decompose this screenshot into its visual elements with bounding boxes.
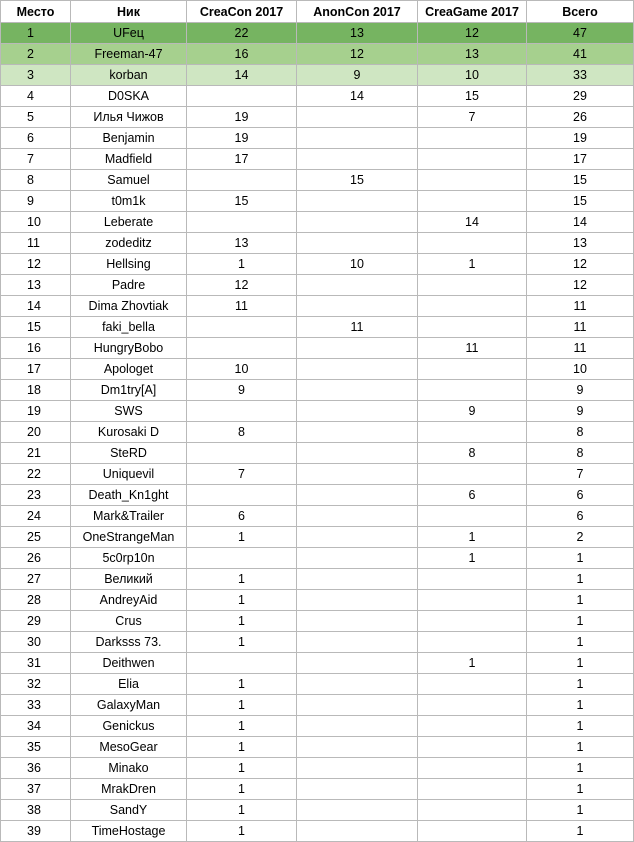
cell-anoncon: [297, 191, 418, 212]
table-row: [1, 422, 634, 443]
cell-nick: Великий: [71, 569, 187, 590]
cell-anoncon: 14: [297, 86, 418, 107]
cell-creagame: [418, 779, 527, 800]
cell-creacon: [187, 338, 297, 359]
header-creagame-2017: CreaGame 2017: [418, 1, 527, 23]
cell-total: 41: [527, 44, 634, 65]
cell-total: 15: [527, 191, 634, 212]
table-row: [1, 758, 634, 779]
cell-total: 11: [527, 317, 634, 338]
table-row: [1, 23, 634, 44]
cell-place: 18: [1, 380, 71, 401]
cell-anoncon: 10: [297, 254, 418, 275]
cell-nick: Padre: [71, 275, 187, 296]
cell-creacon: 1: [187, 800, 297, 821]
cell-nick: Samuel: [71, 170, 187, 191]
cell-total: 6: [527, 506, 634, 527]
cell-creacon: 1: [187, 737, 297, 758]
cell-creagame: [418, 317, 527, 338]
cell-creacon: 17: [187, 149, 297, 170]
cell-creacon: 1: [187, 569, 297, 590]
header-nick: Ник: [71, 1, 187, 23]
cell-anoncon: [297, 149, 418, 170]
cell-place: 28: [1, 590, 71, 611]
cell-anoncon: [297, 443, 418, 464]
cell-total: 47: [527, 23, 634, 44]
header-row: [1, 1, 634, 23]
cell-total: 6: [527, 485, 634, 506]
cell-place: 5: [1, 107, 71, 128]
cell-place: 38: [1, 800, 71, 821]
cell-nick: Genickus: [71, 716, 187, 737]
cell-nick: AndreyAid: [71, 590, 187, 611]
cell-creagame: [418, 737, 527, 758]
table-row: [1, 611, 634, 632]
cell-nick: Apologet: [71, 359, 187, 380]
cell-nick: SteRD: [71, 443, 187, 464]
cell-creacon: 8: [187, 422, 297, 443]
cell-total: 1: [527, 695, 634, 716]
table-row: [1, 800, 634, 821]
cell-place: 7: [1, 149, 71, 170]
cell-creacon: 12: [187, 275, 297, 296]
cell-creagame: 10: [418, 65, 527, 86]
cell-place: 9: [1, 191, 71, 212]
cell-anoncon: [297, 422, 418, 443]
table-row: [1, 128, 634, 149]
cell-total: 1: [527, 821, 634, 842]
cell-total: 1: [527, 674, 634, 695]
table-row: [1, 443, 634, 464]
cell-total: 1: [527, 779, 634, 800]
cell-creacon: 19: [187, 107, 297, 128]
cell-anoncon: [297, 800, 418, 821]
cell-anoncon: [297, 695, 418, 716]
cell-total: 12: [527, 254, 634, 275]
cell-total: 2: [527, 527, 634, 548]
cell-anoncon: [297, 296, 418, 317]
cell-creagame: [418, 611, 527, 632]
cell-creacon: [187, 548, 297, 569]
cell-anoncon: [297, 569, 418, 590]
cell-total: 1: [527, 632, 634, 653]
table-row: [1, 296, 634, 317]
cell-total: 11: [527, 338, 634, 359]
cell-total: 14: [527, 212, 634, 233]
table-row: [1, 254, 634, 275]
cell-nick: Freeman-47: [71, 44, 187, 65]
cell-nick: 5c0rp10n: [71, 548, 187, 569]
cell-place: 23: [1, 485, 71, 506]
cell-place: 36: [1, 758, 71, 779]
cell-creacon: 13: [187, 233, 297, 254]
cell-nick: Dima Zhovtiak: [71, 296, 187, 317]
cell-creagame: 13: [418, 44, 527, 65]
cell-total: 15: [527, 170, 634, 191]
cell-place: 37: [1, 779, 71, 800]
cell-creagame: 1: [418, 653, 527, 674]
cell-place: 1: [1, 23, 71, 44]
cell-total: 1: [527, 611, 634, 632]
cell-place: 24: [1, 506, 71, 527]
cell-total: 1: [527, 758, 634, 779]
cell-anoncon: [297, 590, 418, 611]
cell-creacon: 22: [187, 23, 297, 44]
cell-anoncon: [297, 674, 418, 695]
cell-anoncon: 12: [297, 44, 418, 65]
table-row: [1, 737, 634, 758]
cell-nick: Benjamin: [71, 128, 187, 149]
table-row: [1, 506, 634, 527]
cell-creagame: 11: [418, 338, 527, 359]
cell-anoncon: [297, 653, 418, 674]
cell-nick: OneStrangeMan: [71, 527, 187, 548]
cell-total: 1: [527, 569, 634, 590]
cell-place: 6: [1, 128, 71, 149]
cell-total: 1: [527, 716, 634, 737]
cell-creagame: [418, 380, 527, 401]
cell-place: 10: [1, 212, 71, 233]
cell-creagame: 8: [418, 443, 527, 464]
cell-creagame: [418, 233, 527, 254]
cell-creagame: [418, 674, 527, 695]
cell-place: 19: [1, 401, 71, 422]
cell-total: 13: [527, 233, 634, 254]
cell-nick: Minako: [71, 758, 187, 779]
cell-creagame: [418, 506, 527, 527]
cell-creacon: 1: [187, 716, 297, 737]
table-row: [1, 191, 634, 212]
cell-place: 17: [1, 359, 71, 380]
header-creacon-2017: CreaCon 2017: [187, 1, 297, 23]
cell-anoncon: [297, 821, 418, 842]
cell-nick: SWS: [71, 401, 187, 422]
cell-creacon: [187, 443, 297, 464]
cell-total: 19: [527, 128, 634, 149]
cell-anoncon: [297, 485, 418, 506]
cell-total: 17: [527, 149, 634, 170]
cell-nick: Crus: [71, 611, 187, 632]
cell-creagame: [418, 464, 527, 485]
cell-creacon: 6: [187, 506, 297, 527]
table-row: [1, 695, 634, 716]
cell-place: 11: [1, 233, 71, 254]
cell-anoncon: 9: [297, 65, 418, 86]
table-row: [1, 317, 634, 338]
cell-creacon: [187, 212, 297, 233]
cell-creagame: 7: [418, 107, 527, 128]
cell-nick: Hellsing: [71, 254, 187, 275]
cell-anoncon: [297, 401, 418, 422]
cell-nick: Uniquevil: [71, 464, 187, 485]
cell-creagame: 15: [418, 86, 527, 107]
cell-creagame: [418, 800, 527, 821]
cell-place: 25: [1, 527, 71, 548]
cell-place: 34: [1, 716, 71, 737]
table-row: [1, 674, 634, 695]
cell-creacon: 1: [187, 254, 297, 275]
table-row: [1, 716, 634, 737]
cell-nick: t0m1k: [71, 191, 187, 212]
cell-place: 22: [1, 464, 71, 485]
cell-creacon: [187, 653, 297, 674]
cell-creagame: 1: [418, 527, 527, 548]
cell-nick: Madfield: [71, 149, 187, 170]
cell-anoncon: [297, 611, 418, 632]
table-row: [1, 170, 634, 191]
cell-anoncon: [297, 527, 418, 548]
cell-nick: Death_Kn1ght: [71, 485, 187, 506]
cell-place: 26: [1, 548, 71, 569]
cell-nick: korban: [71, 65, 187, 86]
cell-place: 13: [1, 275, 71, 296]
cell-nick: Kurosaki D: [71, 422, 187, 443]
cell-total: 10: [527, 359, 634, 380]
cell-creagame: [418, 695, 527, 716]
cell-creagame: [418, 359, 527, 380]
table-row: [1, 275, 634, 296]
cell-total: 8: [527, 422, 634, 443]
cell-anoncon: [297, 275, 418, 296]
cell-creacon: 7: [187, 464, 297, 485]
cell-creagame: 1: [418, 254, 527, 275]
table-body: [1, 23, 634, 842]
cell-anoncon: 13: [297, 23, 418, 44]
cell-anoncon: [297, 716, 418, 737]
cell-creacon: [187, 86, 297, 107]
cell-anoncon: [297, 233, 418, 254]
cell-creagame: [418, 821, 527, 842]
cell-nick: faki_bella: [71, 317, 187, 338]
cell-nick: SandY: [71, 800, 187, 821]
cell-creacon: 1: [187, 821, 297, 842]
cell-nick: Mark&Trailer: [71, 506, 187, 527]
table-row: [1, 569, 634, 590]
cell-nick: D0SKA: [71, 86, 187, 107]
cell-creagame: [418, 569, 527, 590]
cell-anoncon: [297, 737, 418, 758]
cell-creagame: 14: [418, 212, 527, 233]
cell-total: 12: [527, 275, 634, 296]
table-row: [1, 653, 634, 674]
cell-nick: Илья Чижов: [71, 107, 187, 128]
cell-nick: GalaxyMan: [71, 695, 187, 716]
cell-creacon: 10: [187, 359, 297, 380]
cell-nick: Deithwen: [71, 653, 187, 674]
cell-creacon: 1: [187, 611, 297, 632]
cell-nick: Darksss 73.: [71, 632, 187, 653]
table-row: [1, 464, 634, 485]
cell-total: 26: [527, 107, 634, 128]
cell-anoncon: 15: [297, 170, 418, 191]
cell-creacon: 1: [187, 590, 297, 611]
cell-creacon: 1: [187, 527, 297, 548]
cell-creagame: [418, 149, 527, 170]
cell-creagame: 6: [418, 485, 527, 506]
cell-place: 2: [1, 44, 71, 65]
table-row: [1, 779, 634, 800]
cell-anoncon: 11: [297, 317, 418, 338]
cell-nick: Dm1try[A]: [71, 380, 187, 401]
table-row: [1, 485, 634, 506]
cell-place: 33: [1, 695, 71, 716]
cell-creagame: [418, 758, 527, 779]
cell-place: 21: [1, 443, 71, 464]
table-row: [1, 65, 634, 86]
cell-anoncon: [297, 758, 418, 779]
table-row: [1, 107, 634, 128]
cell-total: 7: [527, 464, 634, 485]
table-row: [1, 359, 634, 380]
cell-nick: MrakDren: [71, 779, 187, 800]
table-row: [1, 401, 634, 422]
cell-creagame: [418, 170, 527, 191]
header-place: Место: [1, 1, 71, 23]
cell-total: 33: [527, 65, 634, 86]
cell-creagame: [418, 191, 527, 212]
cell-total: 29: [527, 86, 634, 107]
cell-nick: Elia: [71, 674, 187, 695]
cell-creacon: 1: [187, 674, 297, 695]
cell-place: 4: [1, 86, 71, 107]
cell-nick: Leberate: [71, 212, 187, 233]
cell-place: 12: [1, 254, 71, 275]
cell-nick: MesoGear: [71, 737, 187, 758]
cell-creagame: 1: [418, 548, 527, 569]
cell-place: 20: [1, 422, 71, 443]
cell-total: 11: [527, 296, 634, 317]
table-row: [1, 527, 634, 548]
cell-creacon: 15: [187, 191, 297, 212]
cell-place: 27: [1, 569, 71, 590]
table-row: [1, 44, 634, 65]
cell-creacon: 19: [187, 128, 297, 149]
cell-anoncon: [297, 107, 418, 128]
cell-creacon: [187, 401, 297, 422]
cell-nick: zodeditz: [71, 233, 187, 254]
cell-place: 29: [1, 611, 71, 632]
cell-creacon: 1: [187, 779, 297, 800]
cell-place: 3: [1, 65, 71, 86]
table-row: [1, 590, 634, 611]
cell-total: 9: [527, 401, 634, 422]
cell-creacon: 1: [187, 695, 297, 716]
table-row: [1, 149, 634, 170]
cell-total: 8: [527, 443, 634, 464]
cell-anoncon: [297, 128, 418, 149]
cell-creacon: [187, 317, 297, 338]
cell-creacon: 16: [187, 44, 297, 65]
cell-anoncon: [297, 548, 418, 569]
cell-place: 35: [1, 737, 71, 758]
table-row: [1, 86, 634, 107]
cell-place: 8: [1, 170, 71, 191]
header-total: Всего: [527, 1, 634, 23]
cell-nick: HungryBobo: [71, 338, 187, 359]
cell-place: 32: [1, 674, 71, 695]
cell-total: 1: [527, 548, 634, 569]
cell-creagame: [418, 422, 527, 443]
cell-place: 39: [1, 821, 71, 842]
cell-anoncon: [297, 212, 418, 233]
cell-anoncon: [297, 338, 418, 359]
cell-place: 31: [1, 653, 71, 674]
cell-creacon: 14: [187, 65, 297, 86]
cell-creagame: [418, 275, 527, 296]
cell-total: 9: [527, 380, 634, 401]
cell-total: 1: [527, 590, 634, 611]
table-row: [1, 821, 634, 842]
cell-creacon: 9: [187, 380, 297, 401]
cell-total: 1: [527, 800, 634, 821]
cell-place: 14: [1, 296, 71, 317]
cell-total: 1: [527, 653, 634, 674]
cell-place: 16: [1, 338, 71, 359]
header-anoncon-2017: AnonCon 2017: [297, 1, 418, 23]
cell-creagame: [418, 632, 527, 653]
cell-creagame: [418, 590, 527, 611]
cell-creacon: 11: [187, 296, 297, 317]
cell-anoncon: [297, 359, 418, 380]
cell-creagame: [418, 128, 527, 149]
cell-creacon: 1: [187, 758, 297, 779]
cell-creacon: [187, 485, 297, 506]
cell-anoncon: [297, 779, 418, 800]
table-row: [1, 233, 634, 254]
table-row: [1, 548, 634, 569]
cell-anoncon: [297, 632, 418, 653]
table-row: [1, 380, 634, 401]
cell-creagame: [418, 716, 527, 737]
table-row: [1, 338, 634, 359]
cell-creagame: 12: [418, 23, 527, 44]
table-row: [1, 212, 634, 233]
cell-total: 1: [527, 737, 634, 758]
cell-place: 15: [1, 317, 71, 338]
cell-nick: UFец: [71, 23, 187, 44]
cell-place: 30: [1, 632, 71, 653]
cell-creacon: 1: [187, 632, 297, 653]
table-row: [1, 632, 634, 653]
cell-creagame: [418, 296, 527, 317]
cell-anoncon: [297, 464, 418, 485]
cell-nick: TimeHostage: [71, 821, 187, 842]
cell-creacon: [187, 170, 297, 191]
cell-anoncon: [297, 380, 418, 401]
cell-anoncon: [297, 506, 418, 527]
cell-creagame: 9: [418, 401, 527, 422]
